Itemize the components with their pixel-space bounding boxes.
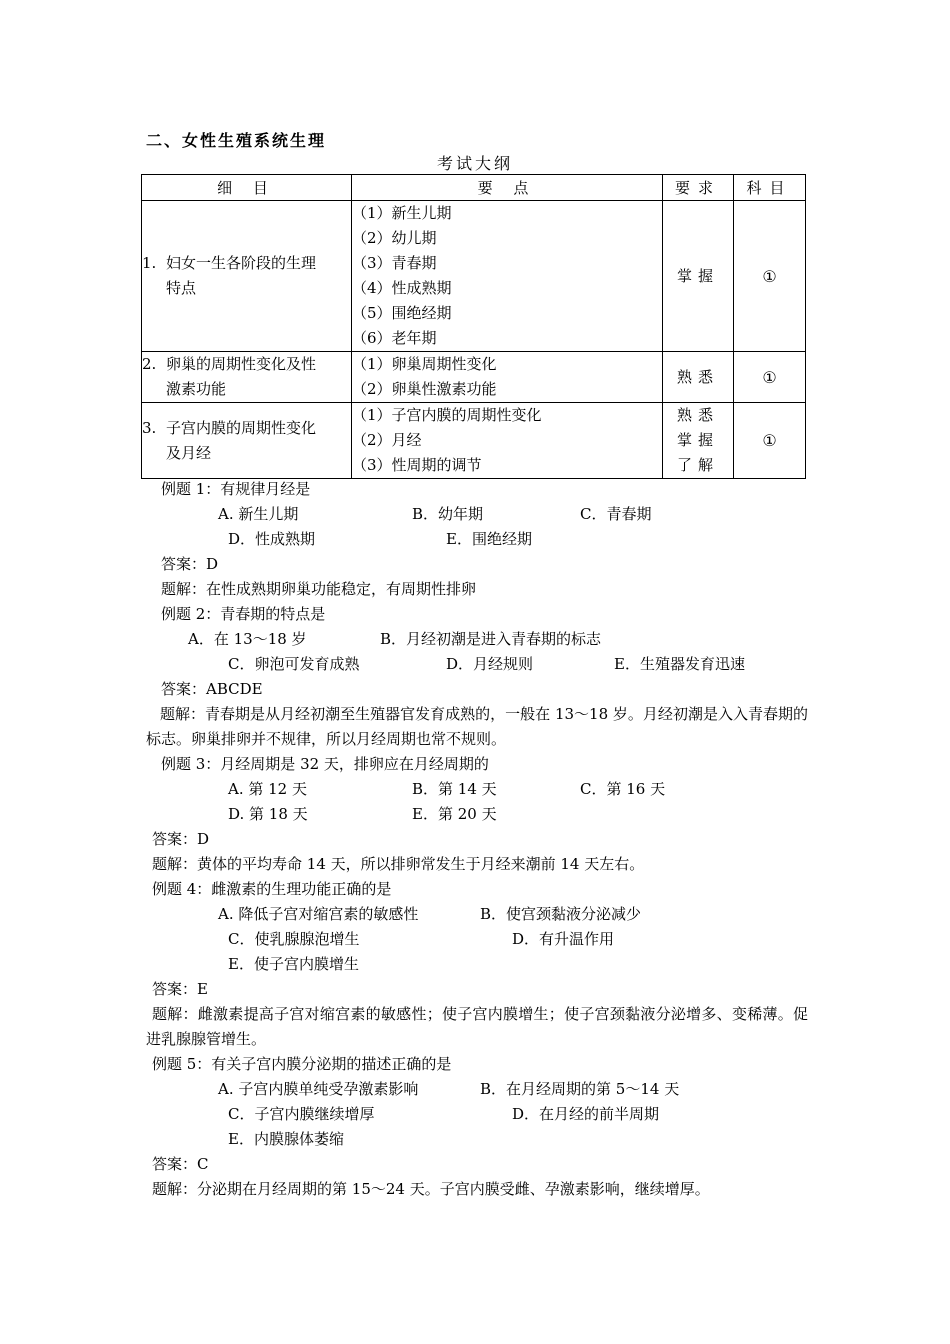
row-item-line2: 特点	[166, 279, 197, 297]
point: （1）新生儿期	[352, 204, 452, 222]
point: （3）性周期的调节	[352, 456, 482, 474]
header-item: 细 目	[142, 175, 352, 201]
q5-option-b: B．在月经周期的第 5～14 天	[480, 1080, 680, 1098]
requirement-level: 熟悉	[676, 406, 719, 424]
header-subject: 科目	[734, 175, 806, 201]
row-points	[352, 352, 663, 403]
q3-option-b: B．第 14 天	[412, 780, 497, 798]
q5-answer: 答案：C	[152, 1155, 209, 1173]
q2-explanation: 题解：青春期是从月经初潮至生殖器官发育成熟的，一般在 13～18 岁。月经初潮是入入青春期的标志。卵巢排卵并不规律，所以月经周期也常不规则。	[146, 705, 808, 748]
point: （2）幼儿期	[352, 229, 437, 247]
row-number: 3.	[142, 418, 157, 437]
exam-outline-table	[141, 174, 806, 479]
row-item-line2: 及月经	[166, 443, 212, 462]
row-subject: ①	[734, 403, 806, 479]
q5-explanation: 题解：分泌期在月经周期的第 15～24 天。子宫内膜受雌、孕激素影响，继续增厚。	[152, 1180, 710, 1198]
row-requirement	[663, 403, 734, 479]
row-requirement	[663, 201, 734, 352]
question-1: 例题 1：有规律月经是	[161, 480, 311, 498]
header-points: 要 点	[352, 175, 663, 201]
question-2: 例题 2：青春期的特点是	[161, 605, 326, 623]
row-item-line1: 子宫内膜的周期性变化	[166, 418, 317, 437]
q4-option-b: B．使宫颈黏液分泌减少	[480, 905, 642, 923]
row-subject: ①	[734, 201, 806, 352]
row-number: 2.	[142, 355, 157, 373]
q1-option-d: D．性成熟期	[228, 530, 316, 548]
q4-option-c: C．使乳腺腺泡增生	[228, 930, 360, 948]
q1-option-a: A. 新生儿期	[218, 505, 299, 523]
q1-explanation: 题解：在性成熟期卵巢功能稳定，有周期性排卵	[161, 580, 477, 598]
row-item-line1: 妇女一生各阶段的生理	[166, 254, 317, 272]
row-item	[142, 352, 352, 403]
q4-option-d: D．有升温作用	[512, 930, 615, 948]
row-item-line1: 卵巢的周期性变化及性	[166, 355, 317, 373]
q4-option-a: A. 降低子宫对缩宫素的敏感性	[218, 905, 419, 923]
section-title: 二、女性生殖系统生理	[146, 131, 327, 150]
question-5: 例题 5：有关子宫内膜分泌期的描述正确的是	[152, 1055, 452, 1073]
q2-answer: 答案：ABCDE	[161, 680, 263, 698]
q2-option-a: A．在 13～18 岁	[188, 630, 307, 648]
q3-option-a: A. 第 12 天	[228, 780, 307, 798]
row-points	[352, 201, 663, 352]
q5-option-e: E．内膜腺体萎缩	[228, 1130, 344, 1148]
row-subject: ①	[734, 352, 806, 403]
q4-explanation: 题解：雌激素提高子宫对缩宫素的敏感性；使子宫内膜增生；使子宫颈黏液分泌增多、变稀薄。促进乳腺腺管增生。	[146, 1005, 808, 1048]
q1-option-b: B．幼年期	[412, 505, 484, 523]
point: （2）卵巢性激素功能	[352, 380, 497, 398]
q4-option-e: E．使子宫内膜增生	[228, 955, 359, 973]
row-number: 1.	[142, 254, 157, 272]
point: （3）青春期	[352, 254, 437, 272]
point: （2）月经	[352, 431, 422, 449]
header-requirement: 要求	[663, 175, 734, 201]
table-row	[142, 201, 806, 352]
row-item	[142, 403, 352, 479]
outline-title: 考试大纲	[436, 154, 513, 173]
q5-option-c: C．子宫内膜继续增厚	[228, 1105, 375, 1123]
q1-option-e: E．围绝经期	[446, 530, 532, 548]
requirement-level: 熟悉	[676, 367, 719, 386]
q4-answer: 答案：E	[152, 980, 208, 998]
requirement-level: 掌握	[676, 431, 719, 449]
q3-option-e: E．第 20 天	[412, 805, 497, 823]
q5-option-a: A. 子宫内膜单纯受孕激素影响	[218, 1080, 419, 1098]
point: （1）卵巢周期性变化	[352, 355, 497, 373]
q3-explanation: 题解：黄体的平均寿命 14 天，所以排卵常发生于月经来潮前 14 天左右。	[152, 855, 645, 873]
row-requirement	[663, 352, 734, 403]
table-row	[142, 352, 806, 403]
q1-answer: 答案：D	[161, 555, 219, 573]
point: （1）子宫内膜的周期性变化	[352, 406, 542, 424]
table-header-row	[142, 175, 806, 201]
q2-option-e: E．生殖器发育迅速	[614, 655, 745, 673]
q1-option-c: C．青春期	[580, 505, 652, 523]
question-4: 例题 4：雌激素的生理功能正确的是	[152, 880, 392, 898]
q3-option-c: C．第 16 天	[580, 780, 666, 798]
requirement-level: 了解	[676, 456, 719, 474]
point: （5）围绝经期	[352, 304, 452, 322]
point: （4）性成熟期	[352, 279, 452, 297]
q2-option-b: B．月经初潮是进入青春期的标志	[380, 630, 602, 648]
requirement-level: 掌握	[676, 266, 719, 285]
question-3: 例题 3：月经周期是 32 天，排卵应在月经周期的	[161, 755, 489, 773]
row-points	[352, 403, 663, 479]
point: （6）老年期	[352, 329, 437, 347]
q3-option-d: D. 第 18 天	[228, 805, 308, 823]
q5-option-d: D．在月经的前半周期	[512, 1105, 660, 1123]
row-item	[142, 201, 352, 352]
q2-option-c: C．卵泡可发育成熟	[228, 655, 360, 673]
q2-option-d: D．月经规则	[446, 655, 534, 673]
q3-answer: 答案：D	[152, 830, 210, 848]
row-item-line2: 激素功能	[166, 380, 227, 398]
table-row	[142, 403, 806, 479]
